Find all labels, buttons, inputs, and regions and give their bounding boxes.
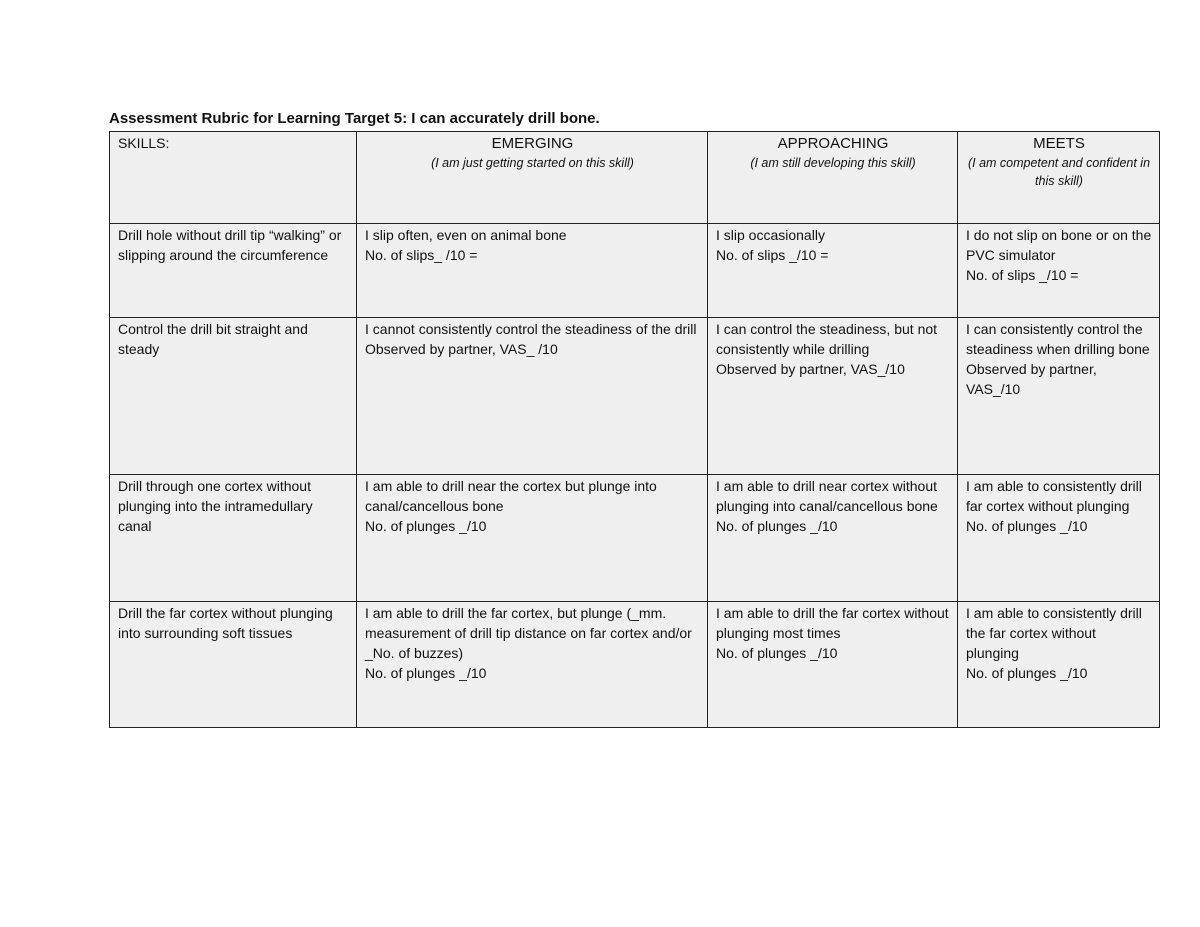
- page-title: Assessment Rubric for Learning Target 5: I can accurately drill bone.: [109, 110, 600, 127]
- criteria-text: I cannot consistently control the steadiness of the drill: [365, 321, 697, 337]
- criteria-text: I slip often, even on animal bone: [365, 227, 567, 243]
- table-row: [110, 602, 1160, 728]
- approaching-cell: [708, 475, 958, 602]
- emerging-cell: [357, 318, 708, 475]
- score-text: No. of slips _/10 =: [716, 247, 829, 263]
- criteria-text: I do not slip on bone or on the PVC simulator: [966, 227, 1152, 263]
- approaching-header-cell: [708, 132, 958, 224]
- score-text: No. of plunges _/10: [716, 645, 838, 661]
- criteria-text: I am able to drill the far cortex, but plunge (_mm. measurement of drill tip distance on far cortex and/or _No. of buzzes): [365, 605, 692, 661]
- criteria-text: I can consistently control the steadiness when drilling bone: [966, 321, 1150, 357]
- score-text: No. of slips _/10 =: [966, 267, 1079, 283]
- meets-note: (I am competent and confident in this skill): [967, 156, 1151, 188]
- table-row: [110, 318, 1160, 475]
- approaching-cell: [708, 602, 958, 728]
- skills-header-cell: [110, 132, 357, 224]
- criteria-text: I am able to drill near cortex without plunging into canal/cancellous bone: [716, 478, 938, 514]
- skill-cell: Drill hole without drill tip “walking” or slipping around the circumference: [110, 224, 357, 318]
- meets-cell: [958, 475, 1160, 602]
- approaching-header: APPROACHING: [777, 135, 889, 152]
- approaching-cell: [708, 318, 958, 475]
- skill-cell: Control the drill bit straight and steady: [110, 318, 357, 475]
- score-text: Observed by partner, VAS_ /10: [365, 341, 558, 357]
- score-text: No. of slips_ /10 =: [365, 247, 478, 263]
- emerging-cell: [357, 602, 708, 728]
- skill-cell: Drill the far cortex without plunging into surrounding soft tissues: [110, 602, 357, 728]
- skill-cell: Drill through one cortex without plunging into the intramedullary canal: [110, 475, 357, 602]
- score-text: No. of plunges _/10: [365, 518, 487, 534]
- skills-header: SKILLS:: [118, 135, 170, 151]
- rubric-table: [109, 131, 1160, 728]
- meets-cell: [958, 224, 1160, 318]
- meets-cell: [958, 602, 1160, 728]
- table-row: [110, 224, 1160, 318]
- meets-header: MEETS: [1033, 135, 1085, 152]
- emerging-note: (I am just getting started on this skill): [431, 156, 634, 170]
- score-text: Observed by partner, VAS_/10: [716, 361, 905, 377]
- table-row: [110, 475, 1160, 602]
- score-text: No. of plunges _/10: [716, 518, 838, 534]
- criteria-text: I am able to drill the far cortex without plunging most times: [716, 605, 949, 641]
- emerging-header-cell: [357, 132, 708, 224]
- approaching-cell: [708, 224, 958, 318]
- table-header-row: [110, 132, 1160, 224]
- score-text: Observed by partner, VAS_/10: [966, 361, 1097, 397]
- emerging-cell: [357, 475, 708, 602]
- criteria-text: I am able to consistently drill far cortex without plunging: [966, 478, 1142, 514]
- criteria-text: I am able to consistently drill the far cortex without plunging: [966, 605, 1142, 661]
- score-text: No. of plunges _/10: [966, 518, 1088, 534]
- meets-cell: [958, 318, 1160, 475]
- score-text: No. of plunges _/10: [365, 665, 487, 681]
- meets-header-cell: [958, 132, 1160, 224]
- criteria-text: I am able to drill near the cortex but plunge into canal/cancellous bone: [365, 478, 657, 514]
- score-text: No. of plunges _/10: [966, 665, 1088, 681]
- emerging-cell: [357, 224, 708, 318]
- approaching-note: (I am still developing this skill): [750, 156, 916, 170]
- emerging-header: EMERGING: [491, 135, 574, 152]
- criteria-text: I can control the steadiness, but not consistently while drilling: [716, 321, 938, 357]
- criteria-text: I slip occasionally: [716, 227, 825, 243]
